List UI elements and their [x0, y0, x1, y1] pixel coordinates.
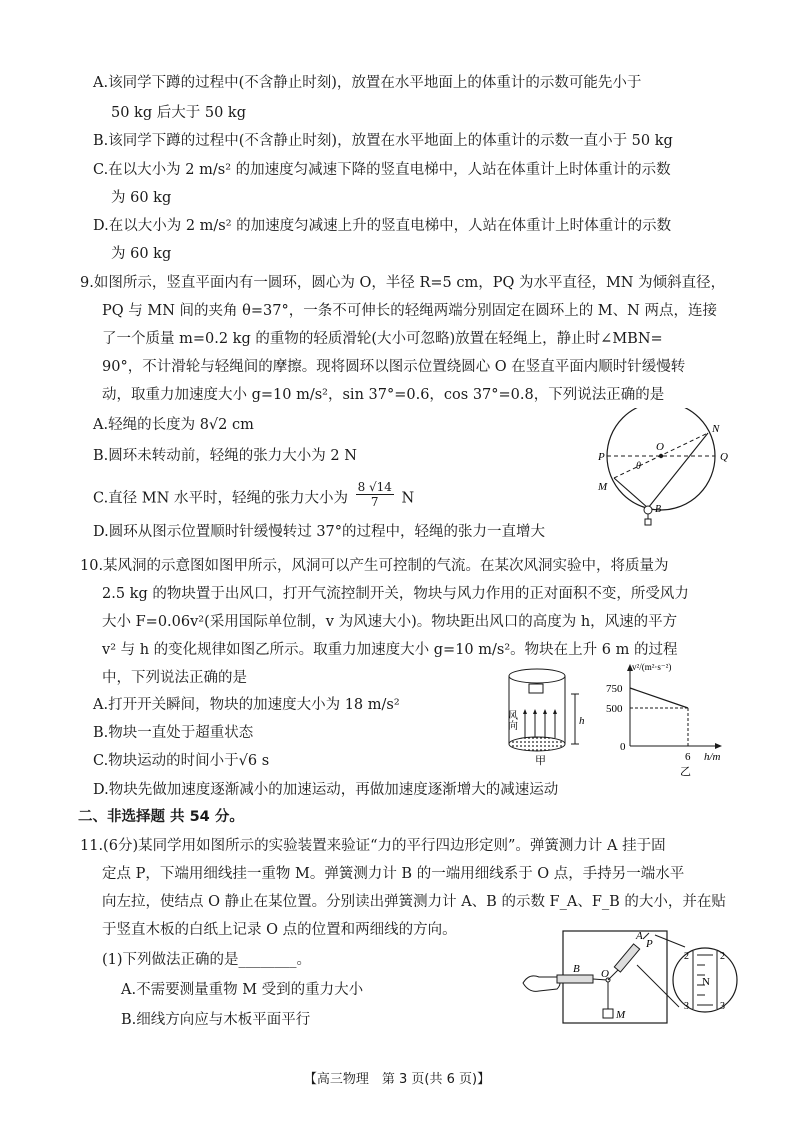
tunnel-block — [529, 684, 543, 693]
graph-line — [630, 688, 688, 708]
q11-apparatus-figure — [515, 925, 740, 1030]
label-h: h — [579, 715, 585, 727]
q9-option-b: B.圆环未转动前，轻绳的张力大小为 2 N — [93, 448, 357, 464]
tick-left-2: 2 — [684, 951, 689, 962]
y-axis-label: v²/(m²·s⁻²) — [632, 662, 672, 672]
weight-m — [603, 1009, 613, 1018]
label-theta: θ — [636, 461, 641, 472]
q8-option-a-line2: 50 kg 后大于 50 kg — [111, 105, 246, 121]
label-a: A — [636, 930, 643, 942]
rope-left — [614, 478, 648, 508]
q10-stem-line4: v² 与 h 的变化规律如图乙所示。取重力加速度大小 g=10 m/s²。物块在上升 6 m 的过程 — [102, 642, 678, 658]
fraction-numerator: 8 √14 — [357, 480, 392, 494]
q10-stem-line3: 大小 F=0.06v²(采用国际单位制，v 为风速大小)。物块距出风口的高度为 h，风速的平方 — [102, 614, 678, 630]
q8-option-a-line1: A.该同学下蹲的过程中(不含静止时刻)，放置在水平地面上的体重计的示数可能先小于 — [93, 75, 642, 91]
magnifier-line-bottom — [637, 965, 679, 1007]
q9-option-a: A.轻绳的长度为 8√2 cm — [93, 417, 254, 433]
label-m: M — [616, 1009, 626, 1021]
q10-stem-line5: 中，下列说法正确的是 — [102, 670, 247, 686]
q9-option-c-fraction — [356, 480, 394, 509]
label-wind-direction: 风向 — [505, 710, 517, 730]
label-m: M — [598, 481, 608, 493]
weight-block — [645, 519, 651, 525]
q8-option-d-line1: D.在以大小为 2 m/s² 的加速度匀减速上升的竖直电梯中，人站在体重计上时体重计的示数 — [93, 218, 672, 234]
q10-wind-tunnel-figure — [495, 660, 605, 770]
q9-stem-line2: PQ 与 MN 间的夹角 θ=37°，一条不可伸长的轻绳两端分别固定在圆环上的 M、N 两点，连接 — [102, 303, 717, 319]
tunnel-outlet — [509, 737, 565, 751]
q9-option-c — [93, 480, 415, 513]
q9-stem-line4: 90°，不计滑轮与轻绳间的摩擦。现将圆环以图示位置绕圆心 O 在竖直平面内顺时针缓慢转 — [102, 359, 686, 375]
spring-balance-b — [557, 975, 593, 983]
label-o: O — [601, 968, 609, 980]
tick-500: 500 — [606, 703, 623, 715]
x-axis-label: h/m — [704, 751, 721, 763]
q8-option-b: B.该同学下蹲的过程中(不含静止时刻)，放置在水平地面上的体重计的示数一直小于 50 kg — [93, 133, 673, 149]
page-footer: 【高三物理 第 3 页(共 6 页)】 — [303, 1072, 491, 1087]
tick-right-3: 3 — [720, 1001, 725, 1012]
q10-stem-line1: 10.某风洞的示意图如图甲所示，风洞可以产生可控制的气流。在某次风洞实验中，将质量为 — [80, 558, 669, 574]
ring-circle — [607, 408, 715, 510]
hand — [523, 976, 560, 991]
q9-option-d: D.圆环从图示位置顺时针缓慢转过 37°的过程中，轻绳的张力一直增大 — [93, 524, 546, 540]
q11-stem-line1: 11.(6分)某同学用如图所示的实验装置来验证“力的平行四边形定则”。弹簧测力计 A 挂于固 — [80, 838, 666, 854]
label-o: O — [656, 441, 664, 453]
q9-option-c-unit: N — [401, 490, 415, 507]
label-p: P — [598, 451, 605, 463]
spring-balance-a — [614, 944, 639, 972]
q10-v2-h-graph — [600, 660, 750, 778]
caption-yi: 乙 — [680, 766, 691, 778]
q11-stem-line4: 于竖直木板的白纸上记录 O 点的位置和两细线的方向。 — [102, 922, 457, 938]
tick-750: 750 — [606, 683, 623, 695]
q10-option-d: D.物块先做加速度逐渐减小的加速运动，再做加速度逐渐增大的减速运动 — [93, 782, 559, 798]
tick-origin: 0 — [620, 741, 626, 753]
magnifier-line-top — [655, 935, 685, 947]
q9-ring-figure — [590, 408, 740, 530]
label-n: N — [712, 423, 720, 435]
label-b: B — [655, 504, 662, 515]
tick-6: 6 — [685, 751, 691, 763]
q9-stem-line5: 动，取重力加速度大小 g=10 m/s²，sin 37°=0.6，cos 37°=0.8，下列说法正确的是 — [102, 387, 665, 403]
tick-left-3: 3 — [684, 1001, 689, 1012]
q9-stem-line3: 了一个质量 m=0.2 kg 的重物的轻质滑轮(大小可忽略)放置在轻绳上，静止时∠MBN= — [102, 331, 663, 347]
caption-jia: 甲 — [535, 755, 546, 767]
q9-option-c-text: C.直径 MN 水平时，轻绳的张力大小为 — [93, 490, 348, 507]
tunnel-top — [509, 669, 565, 683]
section-2-heading: 二、非选择题 共 54 分。 — [78, 809, 244, 825]
label-p: P — [646, 938, 653, 950]
q11-option-b: B.细线方向应与木板平面平行 — [121, 1012, 311, 1028]
q11-option-a: A.不需要测量重物 M 受到的重力大小 — [121, 982, 364, 998]
label-q: Q — [720, 451, 728, 463]
q11-stem-line2: 定点 P，下端用细线挂一重物 M。弹簧测力计 B 的一端用细线系于 O 点，手持另一端水平 — [102, 866, 685, 882]
q10-option-b: B.物块一直处于超重状态 — [93, 725, 254, 741]
q9-stem-line1: 9.如图所示，竖直平面内有一圆环，圆心为 O，半径 R=5 cm，PQ 为水平直径，MN 为倾斜直径， — [80, 275, 726, 291]
q8-option-d-line2: 为 60 kg — [111, 246, 172, 262]
q10-stem-line2: 2.5 kg 的物块置于出风口，打开气流控制开关，物块与风力作用的正对面积不变，所受风力 — [102, 586, 689, 602]
pulley — [644, 506, 652, 514]
label-b: B — [573, 963, 580, 975]
label-n: N — [702, 976, 710, 988]
center-point — [659, 454, 663, 458]
q8-option-c-line1: C.在以大小为 2 m/s² 的加速度匀减速下降的竖直电梯中，人站在体重计上时体重计的示数 — [93, 162, 671, 178]
q11-sub1: (1)下列做法正确的是________。 — [102, 952, 312, 968]
q8-option-c-line2: 为 60 kg — [111, 190, 172, 206]
tick-right-2: 2 — [720, 951, 725, 962]
fraction-denominator: 7 — [370, 495, 379, 509]
q10-option-c: C.物块运动的时间小于√6 s — [93, 753, 270, 769]
q11-stem-line3: 向左拉，使结点 O 静止在某位置。分别读出弹簧测力计 A、B 的示数 F_A、F_B 的大小，并在贴 — [102, 894, 726, 910]
q10-option-a: A.打开开关瞬间，物块的加速度大小为 18 m/s² — [93, 697, 400, 713]
